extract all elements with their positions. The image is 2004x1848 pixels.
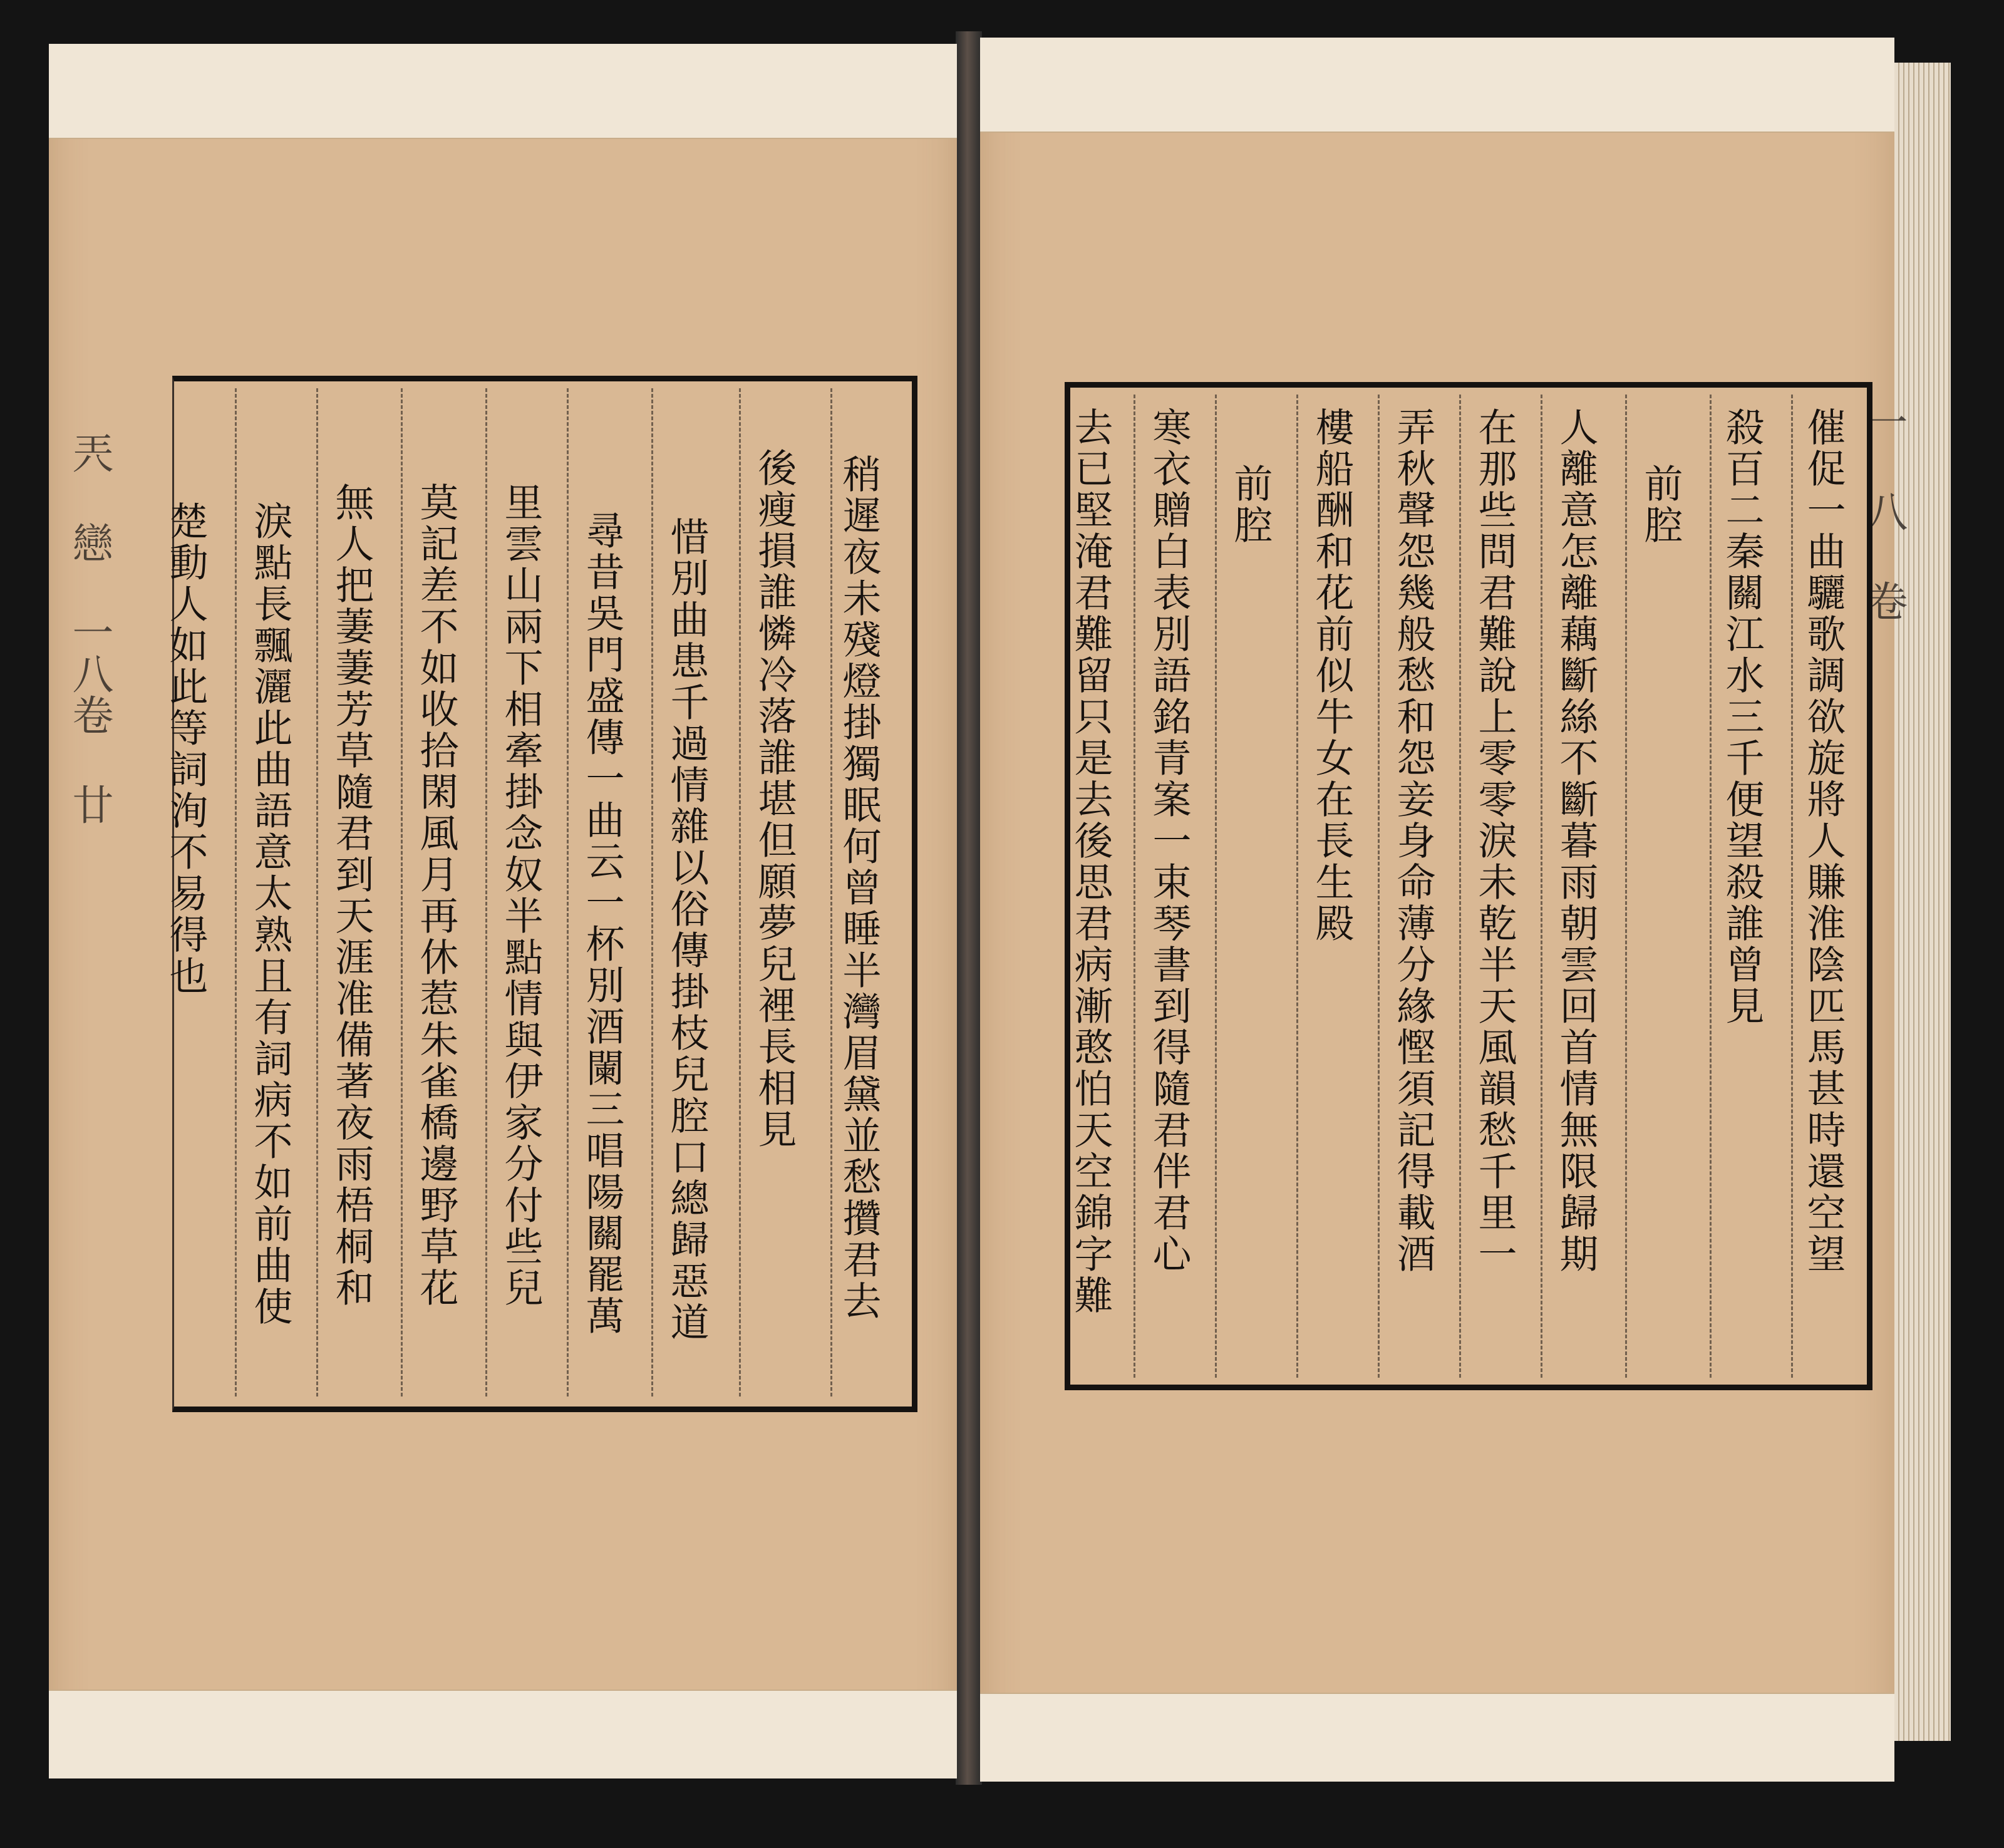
column-rule <box>1710 395 1712 1378</box>
column-rule <box>830 388 832 1396</box>
section-heading: 前腔 <box>1638 463 1683 546</box>
column-rule <box>235 388 237 1396</box>
column-rule <box>567 388 569 1396</box>
text-column: 寒衣贈白表別語銘青案一束琴書到得隨君伴君心 <box>1146 407 1192 1275</box>
text-column: 里雲山兩下相牽掛念奴半點情與伊家分付些兒 <box>498 482 544 1309</box>
section-heading: 前腔 <box>1227 463 1273 546</box>
book-gutter <box>956 31 982 1785</box>
column-rule <box>1296 395 1298 1378</box>
column-rule <box>316 388 318 1396</box>
column-rule <box>1541 395 1542 1378</box>
column-rule <box>1459 395 1461 1378</box>
left-page-margin-label: 兲 戀 一八卷 廿 <box>65 432 113 825</box>
text-column: 楚動人如此等詞洵不易得也 <box>163 501 209 997</box>
text-column: 淚點長飄灑此曲語意太熟且有詞病不如前曲使 <box>247 501 293 1328</box>
text-column: 無人把萋萋芳草隨君到天涯准備著夜雨梧桐和 <box>329 482 374 1309</box>
text-column: 後瘦損誰憐冷落誰堪但願夢兒裡長相見 <box>752 448 797 1150</box>
column-rule <box>1625 395 1627 1378</box>
page-edges <box>1894 63 1951 1741</box>
text-column: 去已堅淹君難留只是去後思君病漸憨怕天空錦字難 <box>1068 407 1113 1316</box>
text-column: 人離意怎離藕斷絲不斷暮雨朝雲回首情無限歸期 <box>1553 407 1599 1275</box>
right-page-margin-label: 一 八 卷 <box>1859 401 1908 621</box>
column-rule <box>1791 395 1793 1378</box>
text-column: 惜別曲患千過情雜以俗傳掛枝兒腔口總歸惡道 <box>664 517 710 1343</box>
text-column: 催促一曲驪歌調欲旋將人賺淮陰匹馬甚時還空望 <box>1800 407 1846 1275</box>
column-rule <box>1215 395 1217 1378</box>
text-column: 弄秋聲怨幾般愁和怨妾身命薄分緣慳須記得載酒 <box>1390 407 1436 1275</box>
text-column: 莫記差不如收拾閑風月再休惹朱雀橋邊野草花 <box>413 482 459 1309</box>
text-column: 殺百二秦關江水三千便望殺誰曾見 <box>1719 407 1765 1027</box>
column-rule <box>651 388 653 1396</box>
column-rule <box>1378 395 1380 1378</box>
column-rule <box>485 388 487 1396</box>
text-column: 樓船酬和花前似牛女在長生殿 <box>1309 407 1355 944</box>
text-column: 稍遲夜未殘燈掛獨眠何曾睡半灣眉黛並愁攢君去 <box>836 454 882 1322</box>
text-column: 在那些問君難說上零零淚未乾半天風韻愁千里一 <box>1472 407 1517 1275</box>
text-column: 尋昔吳門盛傳一曲云一杯別酒闌三唱陽關罷萬 <box>579 510 625 1337</box>
column-rule <box>739 388 741 1396</box>
column-rule <box>1134 395 1135 1378</box>
column-rule <box>401 388 403 1396</box>
